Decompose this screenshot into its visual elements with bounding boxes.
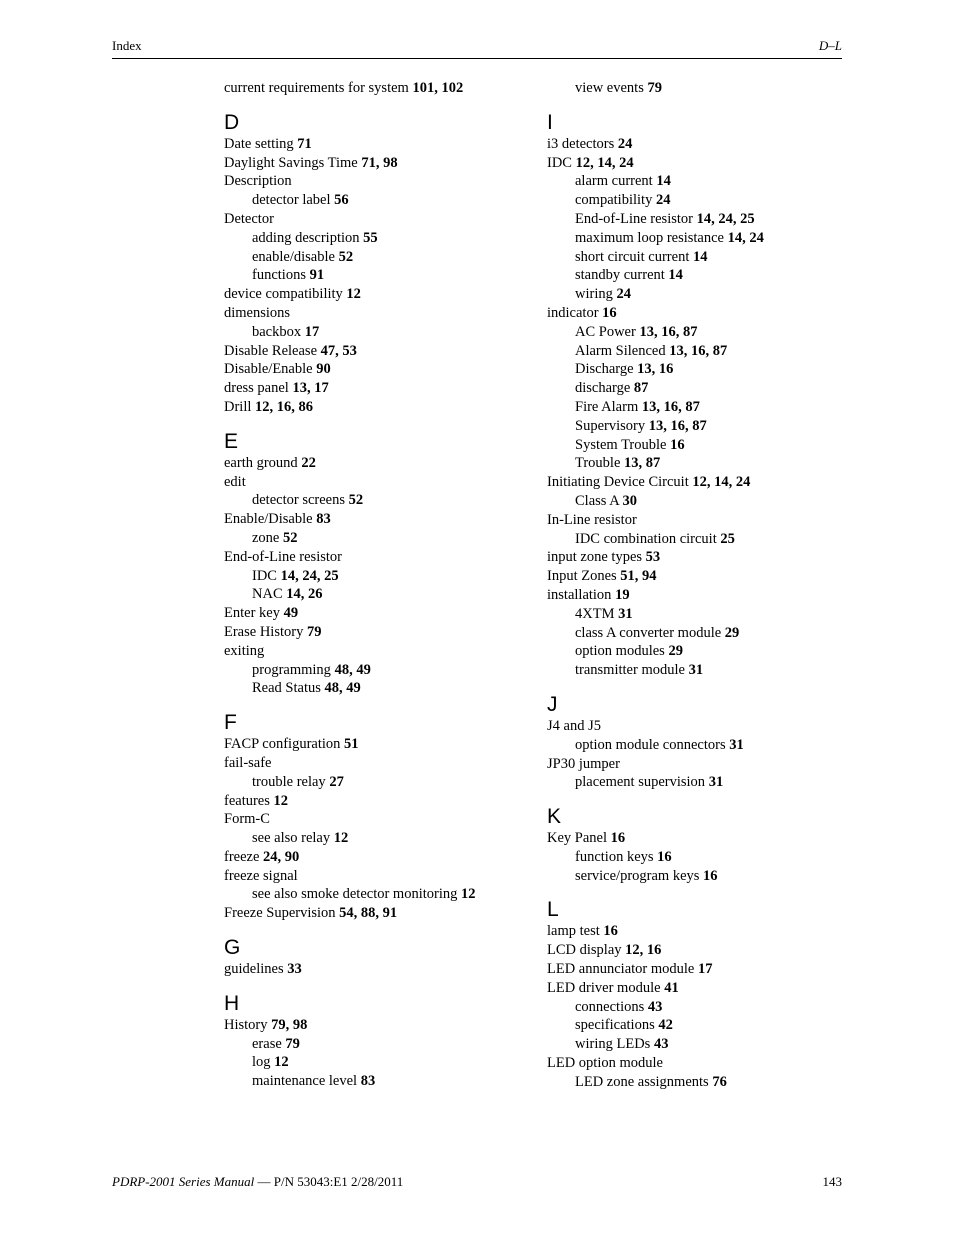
index-term: LCD display <box>547 942 626 959</box>
index-term: see also relay <box>252 830 334 847</box>
index-entry <box>547 960 847 979</box>
page-refs: 12, 16, 86 <box>255 398 314 415</box>
index-term: Disable/Enable <box>224 361 317 378</box>
index-term: input zone types <box>547 549 646 566</box>
index-subentry <box>224 191 524 210</box>
index-entry <box>224 154 524 173</box>
page-refs: 27 <box>329 773 344 790</box>
index-subentry <box>547 79 847 98</box>
page-refs: 55 <box>363 229 378 246</box>
page-refs: 24 <box>616 286 631 303</box>
page-refs: 24, 90 <box>263 848 300 865</box>
index-subentry <box>224 229 524 248</box>
index-term: History <box>224 1016 272 1033</box>
index-subentry <box>224 248 524 267</box>
index-column-left <box>224 79 524 1091</box>
index-subentry <box>547 379 847 398</box>
index-term: Class A <box>575 492 623 509</box>
index-subentry <box>547 266 847 285</box>
index-term: programming <box>252 661 335 678</box>
index-subentry <box>547 848 847 867</box>
index-term: Enter key <box>224 605 284 622</box>
index-subentry <box>547 773 847 792</box>
part-number: — P/N 53043:E1 2/28/2011 <box>254 1174 404 1189</box>
index-term: IDC combination circuit <box>575 530 721 547</box>
index-term: indicator <box>547 304 603 321</box>
index-subentry <box>224 885 524 904</box>
index-term: option module connectors <box>575 736 730 753</box>
index-subentry <box>224 529 524 548</box>
page-refs: 12, 14, 24 <box>692 474 751 491</box>
index-term: Date setting <box>224 135 298 152</box>
index-term: Erase History <box>224 623 307 640</box>
index-letter-heading: I <box>547 110 553 134</box>
index-term: dress panel <box>224 380 293 397</box>
index-column-right <box>547 79 847 1092</box>
index-term: 4XTM <box>575 605 619 622</box>
page-refs: 13, 87 <box>624 455 661 472</box>
page-refs: 22 <box>301 454 316 471</box>
page-refs: 31 <box>688 662 704 679</box>
index-term: LED annunciator module <box>547 961 698 978</box>
index-term: Disable Release <box>224 342 321 359</box>
index-term: zone <box>252 529 283 546</box>
page-refs: 12 <box>273 792 289 809</box>
index-entry <box>224 848 524 867</box>
index-entry <box>224 792 524 811</box>
page-refs: 31 <box>708 774 724 791</box>
index-letter-heading: G <box>224 936 241 960</box>
index-term: installation <box>547 586 616 603</box>
index-term: JP30 jumper <box>547 755 620 772</box>
index-term: guidelines <box>224 961 288 978</box>
index-subentry <box>224 1035 524 1054</box>
index-subentry <box>224 323 524 342</box>
manual-title: PDRP-2001 Series Manual <box>112 1174 255 1189</box>
index-term: Supervisory <box>575 417 649 434</box>
page-refs: 79 <box>306 623 322 640</box>
index-entry <box>224 642 524 661</box>
index-term: backbox <box>252 323 305 340</box>
page-refs: 24 <box>655 192 671 209</box>
page-refs: 31 <box>729 736 744 753</box>
page-refs: 53 <box>645 549 661 566</box>
index-entry <box>547 154 847 173</box>
index-term: service/program keys <box>575 867 704 884</box>
page-header <box>112 38 842 59</box>
index-term: IDC <box>547 154 576 171</box>
index-entry <box>224 1016 524 1035</box>
index-entry <box>547 755 847 774</box>
page-refs: 52 <box>283 529 298 546</box>
index-subentry <box>547 492 847 511</box>
index-term: connections <box>575 998 648 1015</box>
index-term: AC Power <box>575 323 640 340</box>
index-entry <box>224 604 524 623</box>
index-term: Fire Alarm <box>575 398 642 415</box>
page-refs: 31 <box>618 605 633 622</box>
page-refs: 51, 94 <box>620 568 657 585</box>
page-refs: 83 <box>316 511 331 528</box>
page-refs: 13, 16, 87 <box>669 342 728 359</box>
index-term: current requirements for system <box>224 80 413 96</box>
page-refs: 90 <box>316 361 331 378</box>
index-entry <box>224 904 524 923</box>
index-term: Input Zones <box>547 568 621 585</box>
index-term: exiting <box>224 642 265 659</box>
page-refs: 52 <box>348 492 364 509</box>
index-entry <box>224 172 524 191</box>
index-term: enable/disable <box>252 248 339 265</box>
page-refs: 13, 16, 87 <box>648 417 707 434</box>
index-term: J4 and J5 <box>547 717 601 734</box>
index-term: fail-safe <box>224 754 272 771</box>
index-term: LED zone assignments <box>575 1073 713 1090</box>
footer-manual-info <box>112 1174 403 1190</box>
index-entry <box>547 548 847 567</box>
index-term: view events <box>575 80 648 96</box>
index-subentry <box>547 342 847 361</box>
index-subentry <box>547 191 847 210</box>
index-letter-heading: J <box>547 692 558 716</box>
index-letter-heading: D <box>224 110 240 134</box>
index-entry <box>224 454 524 473</box>
index-term: maintenance level <box>252 1073 361 1090</box>
index-term: log <box>252 1054 275 1071</box>
page-refs: 13, 16, 87 <box>641 398 700 415</box>
index-subentry <box>224 1072 524 1091</box>
page-refs: 16 <box>657 848 672 865</box>
page-refs: 14, 24 <box>727 229 764 246</box>
page-refs: 48, 49 <box>324 680 361 697</box>
page-refs: 79 <box>647 80 662 96</box>
index-term: dimensions <box>224 304 291 321</box>
index-term: Read Status <box>252 680 325 697</box>
index-entry <box>224 360 524 379</box>
page-refs: 43 <box>653 1036 669 1053</box>
index-term: Daylight Savings Time <box>224 154 362 171</box>
page-refs: 83 <box>360 1073 376 1090</box>
page-refs: 91 <box>309 267 325 284</box>
index-subentry <box>547 661 847 680</box>
index-term: short circuit current <box>575 248 693 265</box>
index-subentry <box>547 398 847 417</box>
page-refs: 41 <box>664 979 679 996</box>
index-subentry <box>547 417 847 436</box>
page-refs: 79 <box>285 1035 300 1052</box>
index-term: edit <box>224 473 246 490</box>
index-subentry <box>547 1016 847 1035</box>
page-refs: 43 <box>647 998 663 1015</box>
page-refs: 71 <box>297 135 312 152</box>
page-refs: 29 <box>668 643 683 660</box>
index-entry <box>224 810 524 829</box>
index-term: class A converter module <box>575 624 725 641</box>
page-refs: 16 <box>670 436 685 453</box>
index-entry <box>547 511 847 530</box>
index-entry <box>224 342 524 361</box>
page-refs: 16 <box>603 923 618 940</box>
page-refs: 42 <box>658 1017 673 1034</box>
index-subentry <box>547 998 847 1017</box>
page-refs: 33 <box>287 961 302 978</box>
page-refs: 54, 88, 91 <box>339 905 398 922</box>
index-entry <box>224 79 524 98</box>
page-refs: 47, 53 <box>320 342 357 359</box>
page-refs: 25 <box>720 530 735 547</box>
page-refs: 24 <box>617 135 633 152</box>
index-term: features <box>224 792 274 809</box>
page-refs: 14 <box>668 267 683 284</box>
index-entry <box>224 960 524 979</box>
index-term: compatibility <box>575 192 656 209</box>
page-refs: 51 <box>344 736 359 753</box>
page-refs: 14 <box>656 173 671 190</box>
page-refs: 30 <box>622 492 638 509</box>
page-refs: 12 <box>346 286 361 303</box>
page-refs: 19 <box>615 586 630 603</box>
index-entry <box>547 829 847 848</box>
index-letter-heading: F <box>224 711 237 735</box>
index-term: function keys <box>575 848 658 865</box>
index-term: alarm current <box>575 173 657 190</box>
index-term: wiring <box>575 286 617 303</box>
index-letter-heading: L <box>547 898 559 922</box>
index-term: Initiating Device Circuit <box>547 474 693 491</box>
index-letter-heading: E <box>224 429 239 453</box>
page-refs: 14, 26 <box>286 586 323 603</box>
index-entry <box>224 510 524 529</box>
index-entry <box>547 1054 847 1073</box>
page-refs: 12 <box>274 1054 289 1071</box>
index-subentry <box>547 1073 847 1092</box>
page-refs: 49 <box>283 605 299 622</box>
index-subentry <box>224 829 524 848</box>
index-subentry <box>547 624 847 643</box>
index-term: Freeze Supervision <box>224 905 340 922</box>
page-refs: 14, 24, 25 <box>696 210 755 227</box>
index-subentry <box>547 1035 847 1054</box>
index-term: System Trouble <box>575 436 671 453</box>
page-refs: 17 <box>698 961 713 978</box>
index-entry <box>547 135 847 154</box>
index-term: Discharge <box>575 361 638 378</box>
index-term: Drill <box>224 398 256 415</box>
index-entry <box>547 567 847 586</box>
index-subentry <box>224 585 524 604</box>
page-number: 143 <box>822 1174 842 1189</box>
page-refs: 12 <box>461 886 476 903</box>
page-refs: 79, 98 <box>271 1016 308 1033</box>
index-term: Trouble <box>575 455 625 472</box>
page-refs: 12, 16 <box>625 942 662 959</box>
page-refs: 13, 16 <box>637 361 674 378</box>
index-entry <box>224 135 524 154</box>
index-subentry <box>224 567 524 586</box>
index-entry <box>547 941 847 960</box>
index-term: Description <box>224 173 292 190</box>
index-term: freeze signal <box>224 867 298 884</box>
index-entry <box>224 867 524 886</box>
index-entry <box>224 398 524 417</box>
index-entry <box>224 735 524 754</box>
index-subentry <box>547 867 847 886</box>
index-entry <box>547 979 847 998</box>
index-term: standby current <box>575 267 669 284</box>
index-subentry <box>224 679 524 698</box>
index-subentry <box>547 210 847 229</box>
page-refs: 16 <box>703 867 718 884</box>
index-subentry <box>224 773 524 792</box>
header-section: Index <box>112 38 142 53</box>
index-subentry <box>224 661 524 680</box>
index-subentry <box>547 436 847 455</box>
index-term: adding description <box>252 229 364 246</box>
index-subentry <box>547 454 847 473</box>
page-refs: 56 <box>334 192 349 209</box>
page-refs: 76 <box>712 1073 727 1090</box>
page-refs: 101, 102 <box>412 80 464 96</box>
page-refs: 12 <box>333 830 349 847</box>
index-entry <box>547 304 847 323</box>
page-refs: 13, 16, 87 <box>639 323 698 340</box>
index-entry <box>547 586 847 605</box>
index-term: Alarm Silenced <box>575 342 670 359</box>
index-term: transmitter module <box>575 662 689 679</box>
index-term: detector screens <box>252 492 349 509</box>
index-term: placement supervision <box>575 774 709 791</box>
index-entry <box>547 473 847 492</box>
index-entry <box>224 285 524 304</box>
page-refs: 29 <box>724 624 740 641</box>
index-subentry <box>547 642 847 661</box>
index-term: maximum loop resistance <box>575 229 728 246</box>
index-term: detector label <box>252 192 335 209</box>
index-entry <box>224 379 524 398</box>
index-term: Key Panel <box>547 830 611 847</box>
index-term: erase <box>252 1035 286 1052</box>
index-entry <box>547 717 847 736</box>
page-refs: 16 <box>602 304 617 321</box>
index-term: lamp test <box>547 923 604 940</box>
index-term: trouble relay <box>252 773 330 790</box>
index-subentry <box>224 266 524 285</box>
index-subentry <box>547 360 847 379</box>
index-entry <box>224 210 524 229</box>
page-refs: 14 <box>692 248 708 265</box>
index-entry <box>224 623 524 642</box>
index-entry <box>224 473 524 492</box>
index-term: NAC <box>252 586 287 603</box>
index-term: Form-C <box>224 811 270 828</box>
index-subentry <box>547 285 847 304</box>
page-refs: 71, 98 <box>361 154 398 171</box>
index-subentry <box>547 248 847 267</box>
index-term: Enable/Disable <box>224 511 317 528</box>
index-term: freeze <box>224 848 264 865</box>
index-term: functions <box>252 267 310 284</box>
page-refs: 13, 17 <box>292 380 329 397</box>
index-term: see also smoke detector monitoring <box>252 886 461 903</box>
index-term: device compatibility <box>224 286 347 303</box>
index-subentry <box>224 491 524 510</box>
index-term: LED option module <box>547 1055 663 1072</box>
page-refs: 87 <box>633 380 649 397</box>
index-term: Detector <box>224 210 274 227</box>
index-subentry <box>547 172 847 191</box>
index-term: End-of-Line resistor <box>575 210 697 227</box>
page-refs: 16 <box>610 830 626 847</box>
index-term: wiring LEDs <box>575 1036 654 1053</box>
index-term: earth ground <box>224 454 302 471</box>
index-subentry <box>547 323 847 342</box>
index-subentry <box>547 229 847 248</box>
page-refs: 48, 49 <box>334 661 371 678</box>
index-entry <box>224 304 524 323</box>
page-refs: 17 <box>304 323 320 340</box>
page-refs: 52 <box>338 248 354 265</box>
index-subentry <box>224 1053 524 1072</box>
index-term: IDC <box>252 567 281 584</box>
index-subentry <box>547 605 847 624</box>
page-refs: 14, 24, 25 <box>280 567 339 584</box>
index-entry <box>224 548 524 567</box>
index-term: End-of-Line resistor <box>224 548 342 565</box>
index-letter-heading: H <box>224 991 240 1015</box>
index-entry <box>224 754 524 773</box>
index-term: In-Line resistor <box>547 511 637 528</box>
page-refs: 12, 14, 24 <box>575 154 634 171</box>
header-range: D–L <box>818 38 842 53</box>
index-term: discharge <box>575 380 634 397</box>
index-term: i3 detectors <box>547 135 618 152</box>
index-term: FACP configuration <box>224 736 345 753</box>
index-term: option modules <box>575 643 669 660</box>
index-letter-heading: K <box>547 805 562 829</box>
index-term: LED driver module <box>547 979 665 996</box>
index-subentry <box>547 530 847 549</box>
index-entry <box>547 922 847 941</box>
index-term: specifications <box>575 1017 659 1034</box>
index-subentry <box>547 736 847 755</box>
